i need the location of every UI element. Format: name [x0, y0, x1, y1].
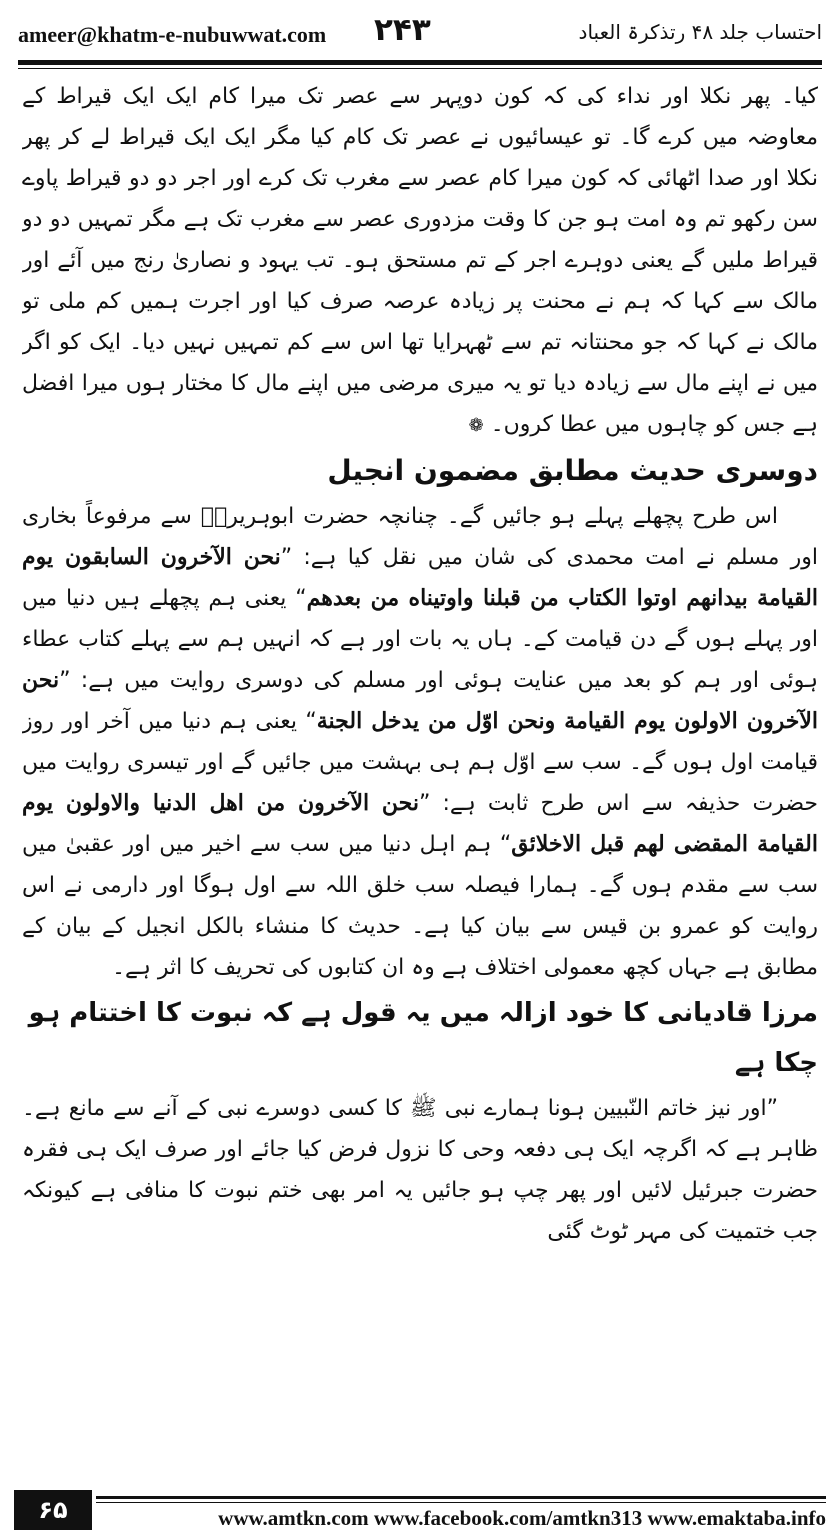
paragraph-2-text-d: “ ہم اہل دنیا میں سب سے اخیر میں اور عقبیٰ میں سب سے مقدم ہوں گے۔ ہمارا فیصلہ سب خلق اللہ سے اول ہوگا اور دارمی نے اس روایت کو عمرو بن قیس سے بیان کیا ہے۔ حدیث کا منشاء بالکل انجیل کے بیان کے مطابق ہے جہاں کچھ معمولی اختلاف ہے وہ ان کتابوں کی تحریف کا اثر ہے۔: [22, 832, 818, 980]
footer-rule-thin: [96, 1502, 826, 1503]
arabic-quote-1: نحن الآخرون السابقون یوم القیامة بیدانهم اوتوا الکتاب من قبلنا واوتیناه من بعدهم: [22, 544, 818, 611]
flower-ornament-icon: ❁: [468, 415, 484, 436]
arabic-quote-2: نحن الآخرون الاولون یوم القیامة ونحن اوّل من یدخل الجنة: [22, 667, 818, 734]
section-heading-1: دوسری حدیث مطابق مضمون انجیل: [327, 454, 818, 487]
paragraph-2-text-b: “ یعنی ہم پچھلے ہیں دنیا میں اور پہلے ہوں گے دن قیامت کے۔ ہاں یہ بات اور ہے کہ انہیں ہم سے پہلے کتاب عطاء ہوئی اور ہم کو بعد میں عنایت ہوئی اور مسلم کی دوسری روایت میں ہے: ”: [22, 586, 818, 693]
paragraph-2: [22, 496, 818, 988]
arabic-quote-3: نحن الآخرون من اهل الدنیا والاولون یوم القیامة المقضی لهم قبل الاخلائق: [22, 790, 818, 857]
page-header: [18, 8, 822, 60]
page-body: [22, 76, 818, 1456]
paragraph-2-text-a: اس طرح پچھلے پہلے ہو جائیں گے۔ چنانچہ حضرت ابوہریرہؓ سے مرفوعاً بخاری اور مسلم نے امت محمدی کی شان میں نقل کیا ہے: ”: [22, 504, 818, 570]
paragraph-2-text-c: “ یعنی ہم دنیا میں آخر اور روز قیامت اول ہوں گے۔ سب سے اوّل ہم ہی بہشت میں جائیں گے اور تیسری روایت میں حضرت حذیفہ سے اس طرح ثابت ہے: ”: [22, 709, 818, 816]
header-running-title: احتساب جلد ۴۸ رتذکرۃ العباد: [578, 20, 822, 44]
paragraph-3: ”اور نیز خاتم النّبیین ہونا ہمارے نبی ﷺ کا کسی دوسرے نبی کے آنے سے مانع ہے۔ ظاہر ہے کہ اگرچہ ایک ہی دفعہ وحی کا نزول فرض کیا جائے اور صرف ایک ہی فقرہ حضرت جبرئیل لائیں اور پھر چپ ہو جائیں یہ امر بھی ختم نبوت کا منافی ہے کیونکہ جب ختمیت کی مہر ٹوٹ گئی: [22, 1096, 818, 1244]
header-page-number: ۲۴۳: [374, 12, 431, 48]
header-rule-thin: [18, 68, 822, 69]
footer-rule-thick: [96, 1496, 826, 1499]
paragraph-1-text: کیا۔ پھر نکلا اور نداء کی کہ کون دوپہر سے عصر تک میرا کام ایک ایک قیراط کے معاوضہ میں کرے گا۔ تو عیسائیوں نے عصر تک کام کیا مگر ایک ایک قیراط لے کر پھر نکلا اور صدا اٹھائی کہ کون میرا کام عصر سے مغرب تک کرے اور اجر دو دو قیراط پاوے سن رکھو تم وہ امت ہو جن کا وقت مزدوری عصر سے مغرب تک ہے مگر تمہیں دو دو قیراط ملیں گے یعنی دوہرے اجر کے تم مستحق ہو۔ تب یہود و نصاریٰ رنج میں آئے اور مالک سے کہا کہ ہم نے محنت پر زیادہ عرصہ صرف کیا اور اجرت ہمیں کم ملی تو مالک نے کہا کہ جو محنتانہ تم سے ٹھہرایا تھا اس سے کم تمہیں نہیں دیا۔ ایک کو اگر میں نے اپنے مال سے زیادہ دیا تو یہ میری مرضی میں اپنے مال کا مختار ہوں میرا افضل ہے جس کو چاہوں میں عطا کروں۔: [22, 84, 818, 437]
page-footer: [14, 1490, 826, 1530]
section-heading-2: مرزا قادیانی کا خود ازالہ میں یہ قول ہے کہ نبوت کا اختتام ہو چکا ہے: [28, 998, 818, 1078]
footer-page-number: ۶۵: [14, 1490, 92, 1530]
header-email: ameer@khatm-e-nubuwwat.com: [18, 22, 327, 47]
footer-urls: www.amtkn.com www.facebook.com/amtkn313 www.emaktaba.info: [218, 1506, 826, 1530]
paragraph-1: [22, 76, 818, 446]
header-rule-thick: [18, 60, 822, 65]
